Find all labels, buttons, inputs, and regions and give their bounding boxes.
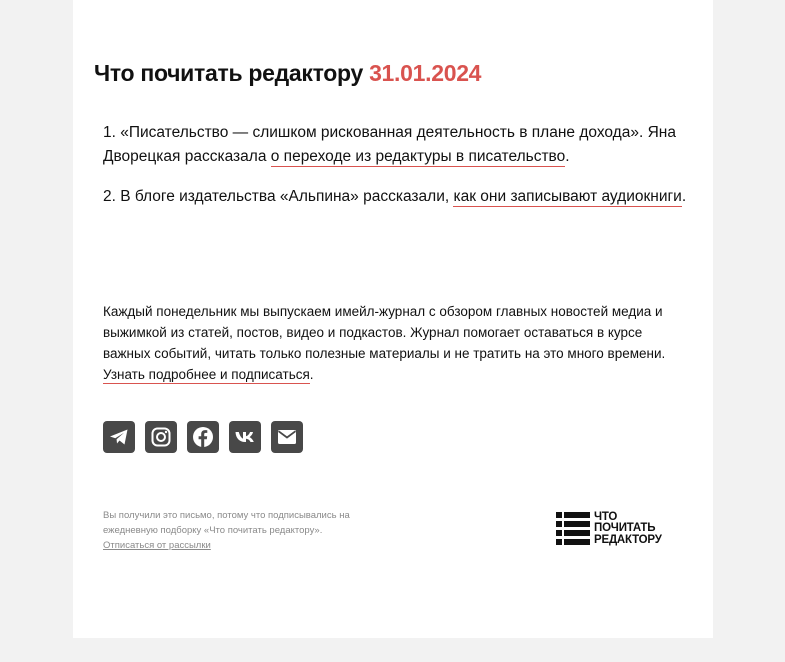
logo-line: ЧТО [594, 510, 618, 523]
article-link[interactable]: о переходе из редактуры в писательство [270, 148, 566, 165]
footer-text: Вы получили это письмо, потому что подписывались на ежедневную подборку «Что почитать редактору». [103, 510, 350, 536]
news-list [103, 121, 693, 225]
vk-link[interactable] [229, 421, 261, 453]
about-paragraph [103, 301, 688, 385]
title-text: Что почитать редактору [94, 60, 363, 86]
logo-line: ПОЧИТАТЬ [594, 522, 656, 535]
instagram-icon [149, 425, 173, 449]
list-item [103, 121, 693, 169]
about-punct: . [309, 366, 314, 382]
instagram-link[interactable] [145, 421, 177, 453]
subscribe-link[interactable]: Узнать подробнее и подписаться [103, 366, 310, 382]
brand-logo [556, 511, 662, 547]
item-text: 1. «Писательство — слишком рискованная деятельность в плане дохода». Яна Дворецкая рассказала [103, 124, 676, 165]
email-link[interactable] [271, 421, 303, 453]
footer-note [103, 508, 393, 553]
about-text: Каждый понедельник мы выпускаем имейл-журнал с обзором главных новостей медиа и выжимкой из статей, постов, видео и подкастов. Журнал помогает оставаться в курсе важных событий, читать только полезные материалы и не тратить на это много времени. [103, 303, 666, 361]
email-card [73, 0, 713, 638]
email-icon [275, 425, 299, 449]
vk-icon [233, 425, 257, 449]
social-links [103, 421, 303, 453]
page-title [94, 58, 481, 88]
logo-line: РЕДАКТОРУ [594, 533, 662, 546]
unsubscribe-link[interactable]: Отписаться от рассылки [103, 540, 211, 551]
telegram-link[interactable] [103, 421, 135, 453]
item-text: 2. В блоге издательства «Альпина» рассказали, [103, 188, 454, 205]
list-item [103, 185, 693, 209]
logo-bars-icon [556, 511, 590, 547]
facebook-link[interactable] [187, 421, 219, 453]
issue-date: 31.01.2024 [369, 60, 482, 86]
logo-text [594, 512, 662, 547]
item-punct: . [681, 188, 687, 205]
item-punct: . [565, 148, 570, 165]
facebook-icon [191, 425, 215, 449]
article-link[interactable]: как они записывают аудиокниги [453, 188, 682, 205]
telegram-icon [107, 425, 131, 449]
